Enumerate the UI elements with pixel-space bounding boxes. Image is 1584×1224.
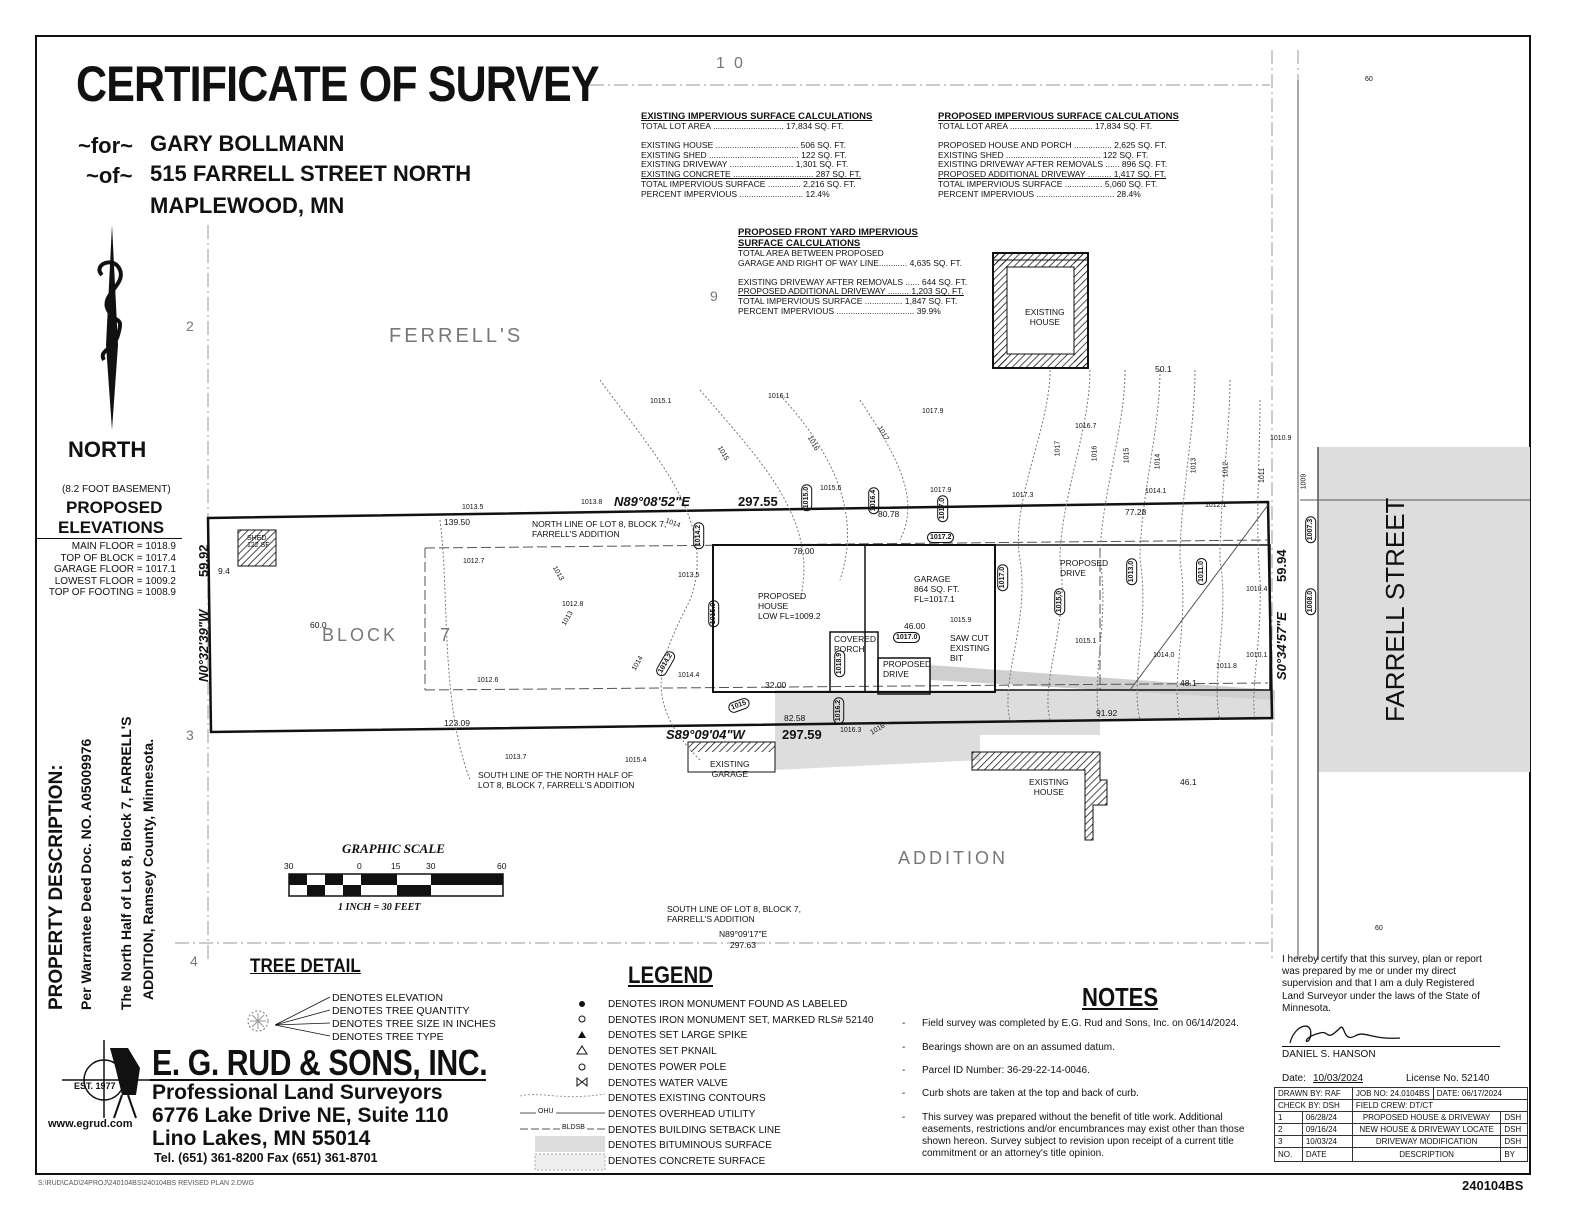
plat-label: 4 — [190, 953, 198, 969]
field-crew: FIELD CREW: DT/CT — [1352, 1100, 1527, 1112]
scale-tick: 60 — [497, 861, 507, 871]
street-name: FARRELL STREET — [1380, 497, 1410, 722]
job-no: JOB NO: 24.0104BS — [1352, 1088, 1433, 1100]
calc-row: PROPOSED HOUSE AND PORCH ................ 2,625 SQ. FT. — [938, 139, 1167, 150]
elevation-row: LOWEST FLOOR = 1009.2 — [54, 575, 176, 587]
surveyor-name: DANIEL S. HANSON — [1282, 1049, 1376, 1060]
elevation-circle: 1017.0 — [937, 495, 948, 522]
revision-row — [1275, 1112, 1528, 1124]
plat-label: 3 — [186, 727, 194, 743]
calc-row: EXISTING CONCRETE .................................. 287 SQ. FT. — [641, 169, 862, 180]
contour-label: 1016 — [1091, 445, 1099, 462]
elevation-circle: 1014.2 — [654, 649, 677, 678]
contour-label: 1017 — [875, 425, 890, 442]
garage-label: GARAGE 864 SQ. FT. FL=1017.1 — [914, 574, 960, 604]
elevation-circle: 1007.3 — [1305, 516, 1316, 543]
elevation-row: GARAGE FLOOR = 1017.1 — [54, 564, 176, 575]
signature-line — [1282, 1046, 1500, 1047]
note-text: This survey was prepared without the benefit of title work. Additional easements, restrictions and/or encumbrances may exist other than those shown hereon. Survey subject to revision upon receipt of a current title commitment or an attorney's title opinion. — [922, 1112, 1245, 1159]
calc-row: EXISTING DRIVEWAY AFTER REMOVALS ...... 644 SQ. FT. — [738, 276, 968, 287]
company-phone: Tel. (651) 361-8200 Fax (651) 361-8701 — [154, 1151, 378, 1165]
bituminous-swatch — [535, 1136, 605, 1152]
legend-row: DENOTES BITUMINOUS SURFACE — [608, 1140, 772, 1152]
legend-heading: LEGEND — [628, 962, 714, 989]
col-desc: DESCRIPTION — [1352, 1148, 1500, 1162]
plat-label: 2 — [186, 318, 194, 334]
dimension-label: 91.92 — [1096, 708, 1118, 718]
company-logo-icon — [62, 1040, 152, 1120]
company-address-2: Lino Lakes, MN 55014 — [152, 1127, 371, 1150]
north-line-label: NORTH LINE OF LOT 8, BLOCK 7, FARRELL'S ADDITION — [532, 519, 667, 539]
calc-row: PERCENT IMPERVIOUS ........................... 12.4% — [641, 188, 830, 199]
elevation-row: TOP OF BLOCK = 1017.4 — [60, 552, 176, 564]
distance-bottom: 297.63 — [730, 940, 756, 950]
legend-row: DENOTES CONCRETE SURFACE — [608, 1156, 766, 1168]
bearing-west: N0°32'39"W — [196, 609, 211, 682]
elevation-circle: 1011.0 — [1196, 558, 1207, 585]
elevations-heading-2: ELEVATIONS — [58, 518, 165, 537]
south-line-lot8-label: SOUTH LINE OF LOT 8, BLOCK 7, FARRELL'S ADDITION — [667, 904, 801, 924]
property-description-heading: PROPERTY DESCRIPTION: — [46, 764, 67, 1010]
spot-elevation: 1012.7 — [463, 558, 485, 565]
elevation-circle: 1016.4 — [868, 487, 879, 514]
notes-heading: NOTES — [1082, 982, 1159, 1012]
calc-row: EXISTING DRIVEWAY ........................... 1,301 SQ. FT. — [641, 159, 849, 170]
plat-label: 0 — [734, 55, 743, 72]
calc-row: PERCENT IMPERVIOUS ................................. 28.4% — [938, 188, 1141, 199]
contour-label: 1014 — [1154, 453, 1162, 470]
elevation-circle: 1013.0 — [1126, 558, 1137, 585]
elevation-circle: 1017.0 — [997, 564, 1008, 591]
dimension-label: 60.0 — [310, 620, 327, 630]
rev-by: DSH — [1501, 1112, 1528, 1124]
notes-list — [902, 1018, 1274, 1160]
dimension-label: 78.00 — [793, 546, 815, 556]
existing-garage-label: EXISTING GARAGE — [710, 759, 750, 779]
drawing-date: DATE: 06/17/2024 — [1433, 1088, 1527, 1100]
elevation-circle: 1016.2 — [833, 697, 844, 724]
legend-ohu-label: OHU — [538, 1108, 554, 1115]
spot-elevation: 1015.9 — [950, 617, 972, 624]
tree-detail-row: DENOTES TREE TYPE — [332, 1031, 444, 1043]
spot-elevation: 1014.1 — [1145, 488, 1167, 495]
shed-label: SHED 122 SF — [247, 535, 270, 549]
spot-elevation: 1010.9 — [1270, 435, 1292, 442]
contour-symbol-icon — [520, 1094, 605, 1097]
front-yard-heading-1: PROPOSED FRONT YARD IMPERVIOUS — [738, 227, 918, 238]
distance-west: 59.92 — [196, 544, 211, 577]
contour-label: 1009 — [1300, 473, 1308, 490]
basement-note: (8.2 FOOT BASEMENT) — [62, 484, 171, 495]
map-label-farrells: FERRELL'S — [389, 325, 524, 347]
iron-monument-found-icon — [579, 1001, 585, 1007]
dimension-label: 46.00 — [904, 621, 926, 631]
rev-date: 10/03/24 — [1302, 1136, 1352, 1148]
legend-symbols — [520, 996, 610, 1174]
note-item: - This survey was prepared without the benefit of title work. Additional easements, restrictions and/or encumbrances may exist other than those shown hereon. Survey subject to revision upon receipt of a current title commitment or an attorney's title opinion. — [902, 1112, 1274, 1160]
calc-row: TOTAL IMPERVIOUS SURFACE .............. 2,216 SQ. FT. — [641, 178, 856, 189]
company-website[interactable]: www.egrud.com — [48, 1118, 133, 1130]
contour-label: 1012 — [1222, 461, 1230, 478]
elevation-circle: 1015.0 — [801, 484, 812, 511]
legend-row: DENOTES POWER POLE — [608, 1061, 727, 1073]
revision-row — [1275, 1124, 1528, 1136]
pknail-icon — [577, 1046, 587, 1054]
contour-label: 1013 — [560, 610, 575, 627]
proposed-drive-small-label: PROPOSED DRIVE — [883, 659, 932, 679]
company-est: EST. 1977 — [74, 1081, 116, 1091]
rev-desc: PROPOSED HOUSE & DRIVEWAY — [1352, 1112, 1500, 1124]
col-no: NO. — [1275, 1148, 1303, 1162]
tree-detail-row: DENOTES TREE QUANTITY — [332, 1005, 470, 1017]
tree-detail-list — [332, 992, 496, 1044]
spot-elevation: 1012.6 — [477, 677, 499, 684]
col-by: BY — [1501, 1148, 1528, 1162]
existing-house-bottom-label: EXISTING HOUSE — [1029, 777, 1069, 797]
existing-calc-heading: EXISTING IMPERVIOUS SURFACE CALCULATIONS — [641, 111, 873, 122]
spot-elevation: 1013.7 — [505, 754, 527, 761]
scale-tick: 15 — [391, 861, 401, 871]
note-text: Field survey was completed by E.G. Rud and Sons, Inc. on 06/14/2024. — [922, 1018, 1239, 1029]
elevation-row: MAIN FLOOR = 1018.9 — [71, 541, 176, 552]
calc-row: EXISTING SHED ........................................ 122 SQ. FT. — [938, 149, 1149, 160]
note-text: Curb shots are taken at the top and back of curb. — [922, 1088, 1139, 1099]
spot-elevation: 1010.4 — [1246, 586, 1268, 593]
rev-desc: DRIVEWAY MODIFICATION — [1352, 1136, 1500, 1148]
calc-row: PERCENT IMPERVIOUS ................................. 39.9% — [738, 305, 941, 316]
elevations-heading-1: PROPOSED — [66, 498, 163, 517]
legend-list — [608, 997, 873, 1170]
contour-label: 1015 — [715, 445, 730, 462]
note-item: - Parcel ID Number: 36-29-22-14-0046. — [902, 1065, 1090, 1076]
file-path: S:\RUD\CAD\24PROJ\240104BS\240104BS REVISED PLAN 2.DWG — [38, 1180, 254, 1187]
rev-no: 2 — [1275, 1124, 1303, 1136]
proposed-calc-heading: PROPOSED IMPERVIOUS SURFACE CALCULATIONS — [938, 111, 1179, 122]
plat-label: 60 — [1375, 925, 1383, 932]
legend-row: DENOTES SET LARGE SPIKE — [608, 1030, 748, 1042]
dimension-label: 82.58 — [784, 713, 806, 723]
dimension-label: 50.1 — [1155, 364, 1172, 374]
legend-row: DENOTES OVERHEAD UTILITY — [608, 1108, 756, 1120]
tree-leader-lines — [275, 995, 335, 1040]
spot-elevation: 1016.7 — [1075, 423, 1097, 430]
setback-lines — [425, 540, 1268, 690]
map-label-block: BLOCK — [322, 625, 399, 645]
north-label: NORTH — [68, 437, 147, 462]
note-item: - Field survey was completed by E.G. Rud and Sons, Inc. on 06/14/2024. — [902, 1018, 1239, 1029]
property-description-line-1: Per Warrantee Deed Doc. NO. A05009976 — [78, 738, 94, 1010]
concrete-swatch — [535, 1154, 605, 1170]
water-valve-icon — [577, 1078, 587, 1086]
calc-row: TOTAL IMPERVIOUS SURFACE ................ 5,060 SQ. FT. — [938, 178, 1158, 189]
col-date: DATE — [1302, 1148, 1352, 1162]
scale-tick: 30 — [426, 861, 436, 871]
spot-elevation: 1014.0 — [1153, 652, 1175, 659]
large-spike-icon — [578, 1031, 586, 1038]
contour-label: 1014 — [630, 655, 645, 672]
contour-label: 1017 — [1054, 440, 1062, 457]
rev-no: 1 — [1275, 1112, 1303, 1124]
street-pavement — [1318, 447, 1530, 772]
calc-row: EXISTING HOUSE ................................... 506 SQ. FT. — [641, 139, 846, 150]
calc-row: EXISTING SHED ...................................... 122 SQ. FT. — [641, 149, 847, 160]
spot-elevation: 1011.8 — [1216, 663, 1237, 670]
elevation-circle: 1017.2 — [927, 532, 954, 543]
dimension-label: 9.4 — [218, 566, 230, 576]
drawn-by: DRAWN BY: RAF — [1275, 1088, 1353, 1100]
address-line-1: 515 FARRELL STREET NORTH — [150, 161, 472, 186]
dimension-label: 46.1 — [1180, 777, 1197, 787]
elevation-circle: 1015.0 — [1054, 588, 1065, 615]
calc-row: PROPOSED ADDITIONAL DRIVEWAY ......... 1,203 SQ. FT. — [738, 286, 964, 297]
saw-cut-label: SAW CUT EXISTING BIT — [950, 633, 990, 663]
surveyor-signature — [1285, 1018, 1405, 1048]
contour-label: 1013 — [1190, 457, 1198, 474]
note-text: Bearings shown are on an assumed datum. — [922, 1042, 1115, 1053]
spot-elevation: 1017.3 — [1012, 492, 1034, 499]
legend-bldsb-label: BLDSB — [562, 1124, 585, 1131]
tree-detail-heading: TREE DETAIL — [250, 956, 361, 977]
dimension-label: 48.1 — [1180, 678, 1197, 688]
spot-elevation: 1015.6 — [820, 485, 842, 492]
spot-elevation: 1012.8 — [562, 601, 584, 608]
company-tagline: Professional Land Surveyors — [152, 1081, 443, 1104]
bearing-south: S89°09'04"W — [666, 727, 745, 742]
company-name: E. G. RUD & SONS, INC. — [152, 1042, 488, 1083]
spot-elevation: 1013.8 — [581, 499, 603, 506]
south-line-north-half-label: SOUTH LINE OF THE NORTH HALF OF LOT 8, BLOCK 7, FARRELL'S ADDITION — [478, 770, 635, 790]
plat-label: 9 — [710, 288, 718, 304]
rev-date: 06/28/24 — [1302, 1112, 1352, 1124]
dimension-label: 123.09 — [444, 718, 470, 728]
calc-row: PROPOSED ADDITIONAL DRIVEWAY .......... 1,417 SQ. FT. — [938, 169, 1167, 180]
dimension-label: 139.50 — [444, 517, 470, 527]
rev-by: DSH — [1501, 1136, 1528, 1148]
elevation-circle: 1015.0 — [708, 600, 719, 627]
graphic-scale-heading: GRAPHIC SCALE — [342, 841, 445, 856]
of-label: ~of~ — [86, 163, 133, 188]
spot-elevation: 1010.1 — [1246, 652, 1268, 659]
elevation-row: TOP OF FOOTING = 1008.9 — [48, 587, 176, 598]
covered-porch-label: COVERED PORCH — [834, 634, 877, 654]
for-label: ~for~ — [78, 133, 134, 158]
elevation-circle: 1015 — [727, 697, 751, 715]
calc-row: TOTAL AREA BETWEEN PROPOSED — [738, 248, 884, 258]
revision-table — [1274, 1087, 1528, 1162]
plat-label: 1 — [716, 55, 725, 72]
drawing-number: 240104BS — [1462, 1178, 1524, 1193]
bearing-east: S0°34'57"E — [1274, 612, 1289, 680]
calc-row: TOTAL LOT AREA .............................. 17,834 SQ. FT. — [641, 121, 844, 131]
revision-row — [1275, 1136, 1528, 1148]
spot-elevation: 1012.1 — [1205, 502, 1227, 509]
iron-monument-set-icon — [579, 1016, 585, 1022]
spot-elevation: 1014.4 — [678, 672, 700, 679]
elevation-circle: 1008.0 — [1305, 588, 1316, 615]
note-item: - Curb shots are taken at the top and back of curb. — [902, 1088, 1139, 1099]
rev-no: 3 — [1275, 1136, 1303, 1148]
legend-row: DENOTES BUILDING SETBACK LINE — [608, 1124, 781, 1136]
spot-elevation: 1015.1 — [1075, 638, 1097, 645]
rev-by: DSH — [1501, 1124, 1528, 1136]
dimension-label: 80.78 — [878, 509, 900, 519]
page-title: CERTIFICATE OF SURVEY — [76, 56, 599, 112]
contour-label: 1015 — [1123, 447, 1131, 464]
power-pole-icon — [579, 1064, 585, 1070]
distance-east: 59.94 — [1274, 549, 1289, 582]
existing-house-top-label: EXISTING HOUSE — [1025, 307, 1065, 327]
check-by: CHECK BY: DSH — [1275, 1100, 1353, 1112]
address-line-2: MAPLEWOOD, MN — [150, 193, 345, 218]
dimension-label: 32.00 — [765, 680, 787, 690]
client-name: GARY BOLLMANN — [150, 131, 345, 156]
legend-row: DENOTES SET PKNAIL — [608, 1046, 717, 1058]
property-description-line-3: ADDITION, Ramsey County, Minnesota. — [140, 738, 156, 1000]
bearing-north: N89°08'52"E — [614, 494, 690, 509]
note-text: Parcel ID Number: 36-29-22-14-0046. — [922, 1065, 1090, 1076]
certification-text: I hereby certify that this survey, plan or report was prepared by me or under my direct supervision and that I am a duly Registered Land Surveyor under the laws of the State of Minnesota. — [1282, 954, 1482, 1014]
spot-elevation: 1017.9 — [930, 487, 952, 494]
rev-desc: NEW HOUSE & DRIVEWAY LOCATE — [1352, 1124, 1500, 1136]
property-description-line-2: The North Half of Lot 8, Block 7, FARRELL'S — [118, 716, 134, 1010]
distance-north: 297.55 — [738, 494, 778, 509]
elevation-circle: 1014.2 — [693, 522, 704, 549]
elevation-circle: 1017.0 — [893, 632, 920, 643]
legend-row: DENOTES IRON MONUMENT FOUND AS LABELED — [608, 999, 848, 1010]
legend-row: DENOTES EXISTING CONTOURS — [608, 1093, 766, 1105]
proposed-house-label: PROPOSED HOUSE LOW FL=1009.2 — [758, 591, 821, 621]
map-label-addition: ADDITION — [898, 848, 1009, 868]
spot-elevation: 1016.3 — [840, 727, 862, 734]
scale-tick: 30 — [284, 861, 294, 871]
elevation-circle: 1018.9 — [834, 650, 845, 677]
contour-label: 1016 — [805, 435, 820, 452]
spot-elevation: 1015.1 — [650, 398, 672, 405]
contour-label: 1011 — [1259, 467, 1267, 484]
contour-label: 1014 — [664, 517, 682, 530]
scale-tick: 0 — [357, 861, 362, 871]
scale-ratio: 1 INCH = 30 FEET — [338, 902, 421, 913]
spot-elevation: 1013.5 — [678, 572, 700, 579]
spot-elevation: 1013.5 — [462, 504, 484, 511]
calc-row: EXISTING DRIVEWAY AFTER REMOVALS ...... 896 SQ. FT. — [938, 159, 1168, 170]
license-number: License No. 52140 — [1406, 1073, 1490, 1084]
legend-row: DENOTES WATER VALVE — [608, 1077, 728, 1089]
certification-date: 10/03/2024 — [1313, 1073, 1364, 1084]
note-item: - Bearings shown are on an assumed datum. — [902, 1042, 1115, 1053]
spot-elevation: 1017.9 — [922, 408, 944, 415]
proposed-drive-label: PROPOSED DRIVE — [1060, 558, 1109, 578]
front-yard-heading-2: SURFACE CALCULATIONS — [738, 238, 861, 249]
legend-row: DENOTES IRON MONUMENT SET, MARKED RLS# 52140 — [608, 1014, 874, 1026]
plat-label: 60 — [1365, 76, 1373, 83]
tree-detail-row: DENOTES ELEVATION — [332, 992, 444, 1004]
distance-south: 297.59 — [782, 727, 822, 742]
graphic-scale-bar — [289, 874, 503, 896]
map-label-block-number: 7 — [440, 625, 451, 645]
contour-label: 1013 — [550, 565, 565, 582]
contour-label: 1016 — [869, 722, 887, 737]
calc-row: TOTAL LOT AREA ................................... 17,834 SQ. FT. — [938, 121, 1153, 131]
rev-date: 09/16/24 — [1302, 1124, 1352, 1136]
spot-elevation: 1016.1 — [768, 393, 790, 400]
bearing-bottom: N89°09'17"E — [719, 929, 768, 939]
calc-row: TOTAL IMPERVIOUS SURFACE ................ 1,847 SQ. FT. — [738, 296, 958, 307]
company-address-1: 6776 Lake Drive NE, Suite 110 — [152, 1104, 449, 1127]
tree-detail-row: DENOTES TREE SIZE IN INCHES — [332, 1018, 496, 1030]
dimension-label: 77.28 — [1125, 507, 1147, 517]
spot-elevation: 1015.4 — [625, 757, 647, 764]
calc-row: GARAGE AND RIGHT OF WAY LINE............ 4,635 SQ. FT. — [738, 257, 963, 268]
date-label: Date: — [1282, 1073, 1306, 1084]
